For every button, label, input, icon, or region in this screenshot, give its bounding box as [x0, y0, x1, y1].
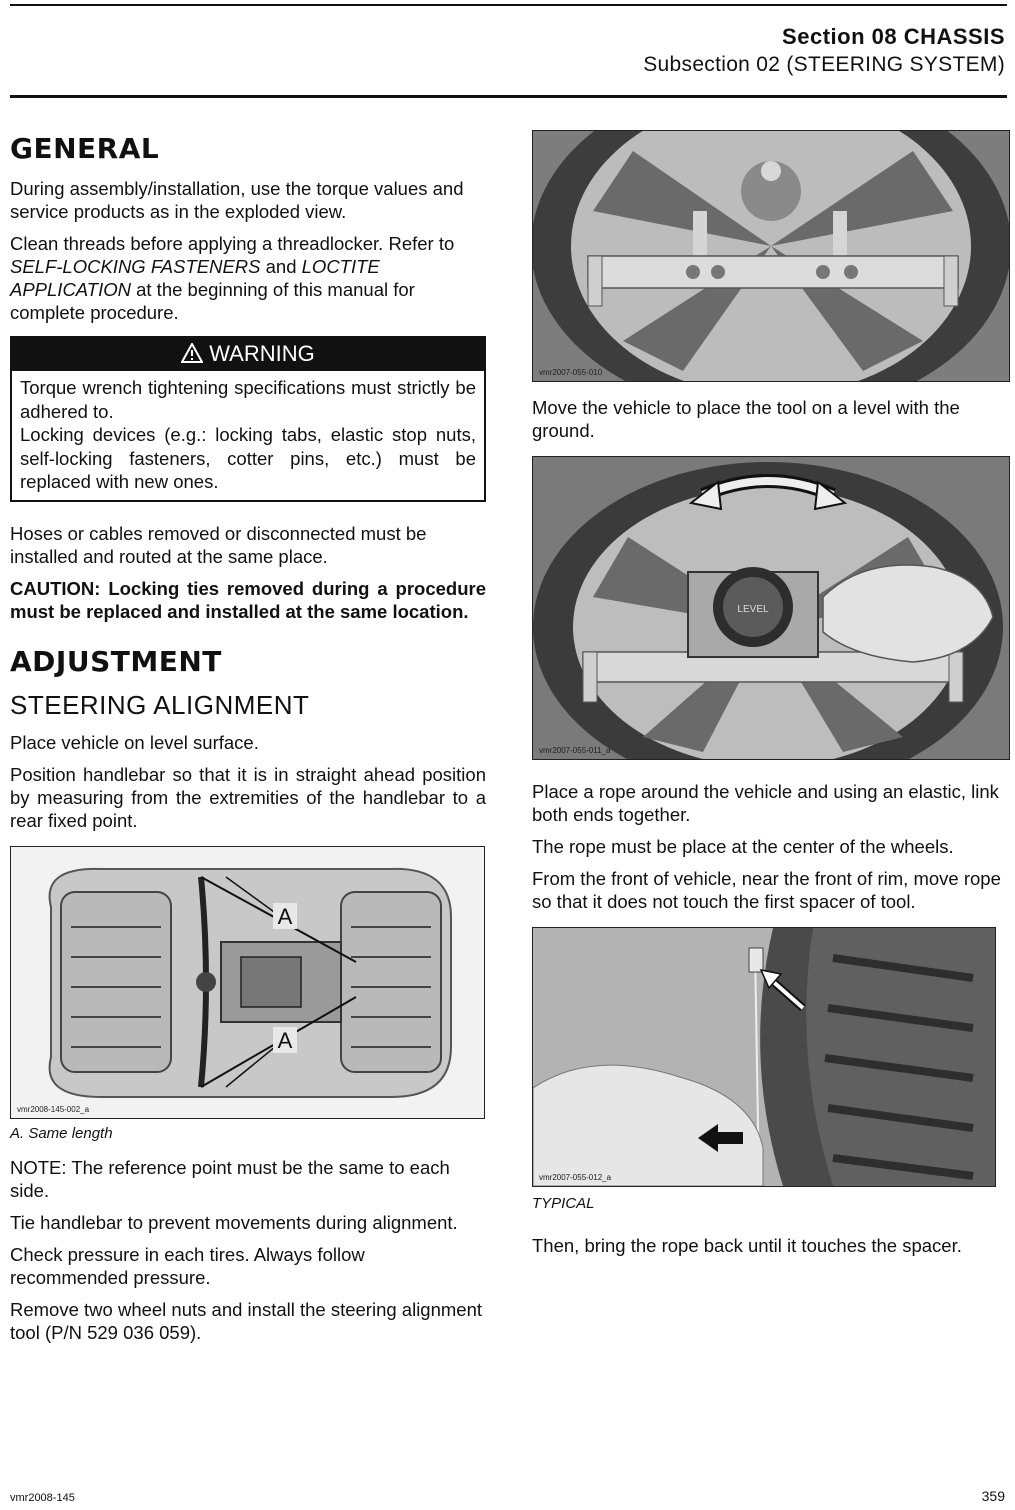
general-paragraph-1: During assembly/installation, use the torque values and service products as in the exploded view.: [10, 178, 464, 222]
figure-4-caption: TYPICAL: [532, 1195, 595, 1212]
gauge-text: LEVEL: [737, 604, 769, 615]
general-paragraph-3: Hoses or cables removed or disconnected must be installed and routed at the same place.: [10, 522, 427, 567]
adjustment-paragraph-5: Remove two wheel nuts and install the steering alignment tool (P/N 529 036 059).: [10, 1298, 483, 1343]
p2-text-c: at the beginning of this manual for complete procedure.: [10, 279, 415, 323]
p2-text-a: Clean threads before applying a threadlocker. Refer to: [10, 233, 455, 254]
ref-loctite: LOCTITE APPLICATION: [10, 256, 380, 300]
wheel-tool-photo: [533, 131, 1009, 381]
adjustment-paragraph-2: Position handlebar so that it is in straight ahead position by measuring from the extremities of the handlebar to a rear fixed point.: [10, 763, 486, 831]
caution-label: CAUTION:: [10, 577, 101, 599]
adjustment-heading: ADJUSTMENT: [10, 644, 222, 678]
subsection-title: Subsection 02 (STEERING SYSTEM): [643, 53, 1005, 76]
general-heading: GENERAL: [10, 132, 160, 165]
general-paragraph-2: [10, 232, 486, 324]
right-paragraph-3: The rope must be place at the center of the wheels.: [532, 836, 954, 857]
right-column: [532, 130, 1010, 1266]
warning-box: [10, 336, 486, 502]
caution-paragraph: [10, 577, 486, 623]
left-column: [10, 132, 486, 1353]
steering-alignment-heading: STEERING ALIGNMENT: [10, 689, 310, 720]
warning-line-2: Locking devices (e.g.: locking tabs, elastic stop nuts, self-locking fasteners, cotter pins, etc.) must be replaced with new ones.: [20, 424, 476, 492]
figure-1-caption: A. Same length: [10, 1124, 113, 1142]
figure-vehicle-topview: [10, 846, 485, 1119]
adjustment-paragraph-1: Place vehicle on level surface.: [10, 731, 259, 753]
figure-wheel-tool: [532, 130, 1010, 382]
rope-spacer-photo: [533, 928, 995, 1186]
warning-title: WARNING: [209, 341, 315, 366]
warning-triangle-icon: [181, 343, 203, 363]
label-a-top: A: [277, 903, 293, 929]
adjustment-paragraph-3: Tie handlebar to prevent movements during alignment.: [10, 1211, 458, 1233]
ref-self-locking: SELF-LOCKING FASTENERS: [10, 256, 261, 277]
figure-1-code: vmr2008-145-002_a: [17, 1104, 90, 1114]
level-gauge-photo: [533, 457, 1009, 759]
right-paragraph-5: Then, bring the rope back until it touches the spacer.: [532, 1235, 962, 1256]
warning-body: [12, 371, 484, 500]
figure-4-code: vmr2007-055-012_a: [539, 1173, 612, 1182]
section-title: Section 08 CHASSIS: [782, 24, 1005, 49]
note-paragraph: [10, 1156, 486, 1202]
label-a-bottom: A: [277, 1027, 293, 1053]
right-paragraph-4: From the front of vehicle, near the front of rim, move rope so that it does not touch the first spacer of tool.: [532, 868, 1001, 912]
figure-2-code: vmr2007-055-010: [539, 368, 603, 377]
footer-page-number: 359: [981, 1488, 1005, 1504]
p2-text-b: and: [260, 256, 302, 277]
figure-level-gauge: [532, 456, 1010, 760]
adjustment-paragraph-4: Check pressure in each tires. Always follow recommended pressure.: [10, 1243, 365, 1288]
note-text: The reference point must be the same to each side.: [10, 1156, 450, 1201]
figure-3-code: vmr2007-055-011_a: [539, 746, 611, 755]
right-paragraph-1: Move the vehicle to place the tool on a level with the ground.: [532, 397, 960, 441]
figure-rope-spacer: [532, 927, 996, 1187]
page-header: [643, 24, 1005, 77]
footer-doc-code: vmr2008-145: [10, 1492, 75, 1504]
warning-header: [12, 338, 484, 371]
warning-line-1: Torque wrench tightening specifications must strictly be adhered to.: [20, 377, 476, 422]
header-rule: [10, 95, 1007, 98]
vehicle-topview-illustration: [11, 847, 484, 1118]
note-label: NOTE:: [10, 1156, 67, 1178]
right-paragraph-2: Place a rope around the vehicle and using an elastic, link both ends together.: [532, 781, 999, 825]
top-rule: [10, 4, 1007, 6]
caution-text: Locking ties removed during a procedure must be replaced and installed at the same location.: [10, 577, 486, 622]
